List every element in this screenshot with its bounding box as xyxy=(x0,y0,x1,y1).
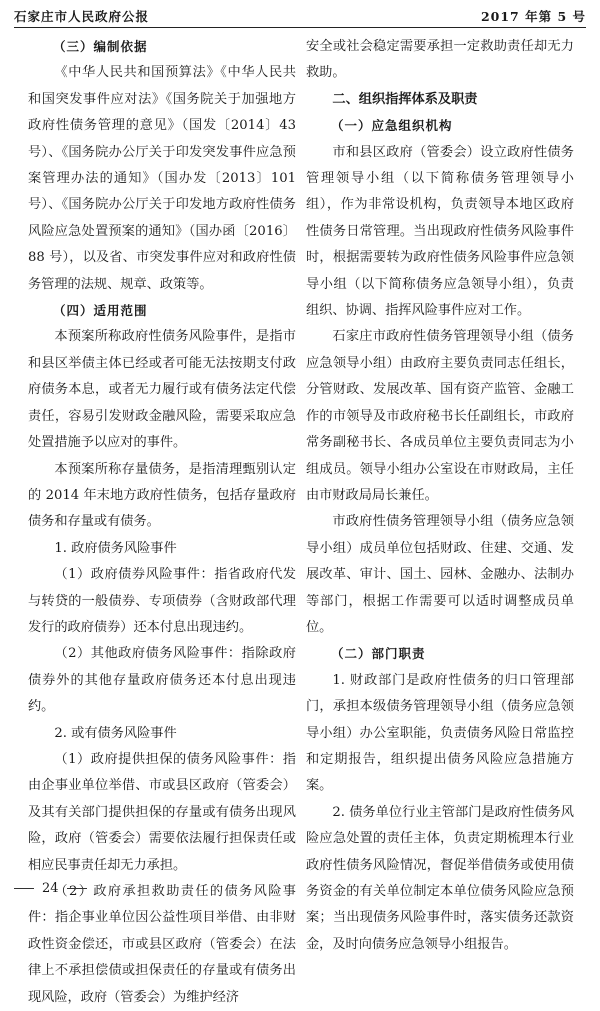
subsection-heading: （二）部门职责 xyxy=(331,646,426,662)
paragraph: 市政府性债务管理领导小组（债务应急领导小组）成员单位包括财政、住建、交通、发展改革、审计、国土、园林、金融办、法制办等部门，根据工作需要可以适时调整成员单位。 xyxy=(306,514,574,635)
subsection-heading: （三）编制依据 xyxy=(53,39,148,54)
footer-dash-left xyxy=(14,888,34,889)
paragraph: （2）政府承担救助责任的债务风险事件：指企事业单位因公益性项目举借、由非财政性资金偿还，市或县区政府（管委会）在法律上不承担偿债或担保责任的存量或有债务出现风险，政府（管委会）为维护经济 xyxy=(28,884,296,1005)
publication-title: 石家庄市人民政府公报 xyxy=(14,9,150,24)
paragraph: 2. 或有债务风险事件 xyxy=(54,725,177,741)
paragraph: （2）其他政府债务风险事件：指除政府债券外的其他存量政府债务还本付息出现违约。 xyxy=(28,646,296,715)
footer-dash-right xyxy=(67,888,87,889)
paragraph: 本预案所称政府性债务风险事件，是指市和县区举债主体已经或者可能无法按期支付政府债务本息，或者无力履行或有债务法定代偿责任，容易引发财政金融风险，需要采取应急处置措施予以应对的事件。 xyxy=(28,329,296,451)
paragraph: 《中华人民共和国预算法》《中华人民共和国突发事件应对法》《国务院关于加强地方政府性债务管理的意见》（国发〔2014〕43 号）、《国务院办公厅关于印发突发事件应急预案管理办法的通知》（国办发〔2013〕101 号）、《国务院办公厅关于印发地方政府性债务风险应急处置预案的通知》（国办函〔2016〕88 号），以及省、市突发事件应对和政府性债务管理的法规、规章、政策等。 xyxy=(28,65,296,292)
paragraph: 1. 财政部门是政府性债务的归口管理部门，承担本级债务管理领导小组（债务应急领导小组）办公室职能，负责债务风险日常监控和定期报告，组织提出债务风险应急措施方案。 xyxy=(306,672,574,794)
page-header xyxy=(14,6,586,26)
right-column xyxy=(306,34,574,958)
paragraph: （1）政府提供担保的债务风险事件：指由企事业单位举借、市或县区政府（管委会）及其有关部门提供担保的存量或有债务出现风险，政府（管委会）需要依法履行担保责任或相应民事责任却无力承担。 xyxy=(28,751,296,873)
section-heading: 二、组织指挥体系及职责 xyxy=(332,91,478,107)
issue-number: 2017 年第 5 号 xyxy=(480,9,586,24)
paragraph: （1）政府债券风险事件：指省政府代发与转贷的一般债券、专项债券（含财政部代理发行的政府债券）还本付息出现违约。 xyxy=(28,567,296,635)
paragraph-continuation: 安全或社会稳定需要承担一定救助责任却无力救助。 xyxy=(306,39,574,81)
paragraph: 本预案所称存量债务，是指清理甄别认定的 2014 年末地方政府性债务，包括存量政府债务和存量或有债务。 xyxy=(28,461,296,530)
paragraph: 市和县区政府（管委会）设立政府性债务管理领导小组（以下简称债务管理领导小组），作为非常设机构，负责领导本地区政府性债务日常管理。当出现政府性债务风险事件时，根据需要转为政府性债务风险事件应急领导小组（以下简称债务应急领导小组），负责组织、协调、指挥风险事件应对工作。 xyxy=(306,144,574,319)
paragraph: 2. 债务单位行业主管部门是政府性债务风险应急处置的责任主体，负责定期梳理本行业政府性债务风险情况，督促举借债务或使用债务资金的有关单位制定本单位债务风险应急预案；当出现债务风险事件时，落实债务还款资金，及时向债务应急领导小组报告。 xyxy=(306,804,574,952)
page-number: 24 xyxy=(42,880,59,896)
subsection-heading: （四）适用范围 xyxy=(53,303,148,319)
left-column xyxy=(28,34,296,1011)
page-footer xyxy=(14,878,87,898)
paragraph: 1. 政府债务风险事件 xyxy=(54,540,177,556)
header-divider xyxy=(14,27,586,28)
subsection-heading: （一）应急组织机构 xyxy=(331,118,453,134)
paragraph: 石家庄市政府性债务管理领导小组（债务应急领导小组）由政府主要负责同志任组长，分管财政、发展改革、国有资产监管、金融工作的市领导及市政府秘书长任副组长，市政府常务副秘书长、各成员单位主要负责同志为小组成员。领导小组办公室设在市财政局，主任由市财政局局长兼任。 xyxy=(306,329,574,503)
